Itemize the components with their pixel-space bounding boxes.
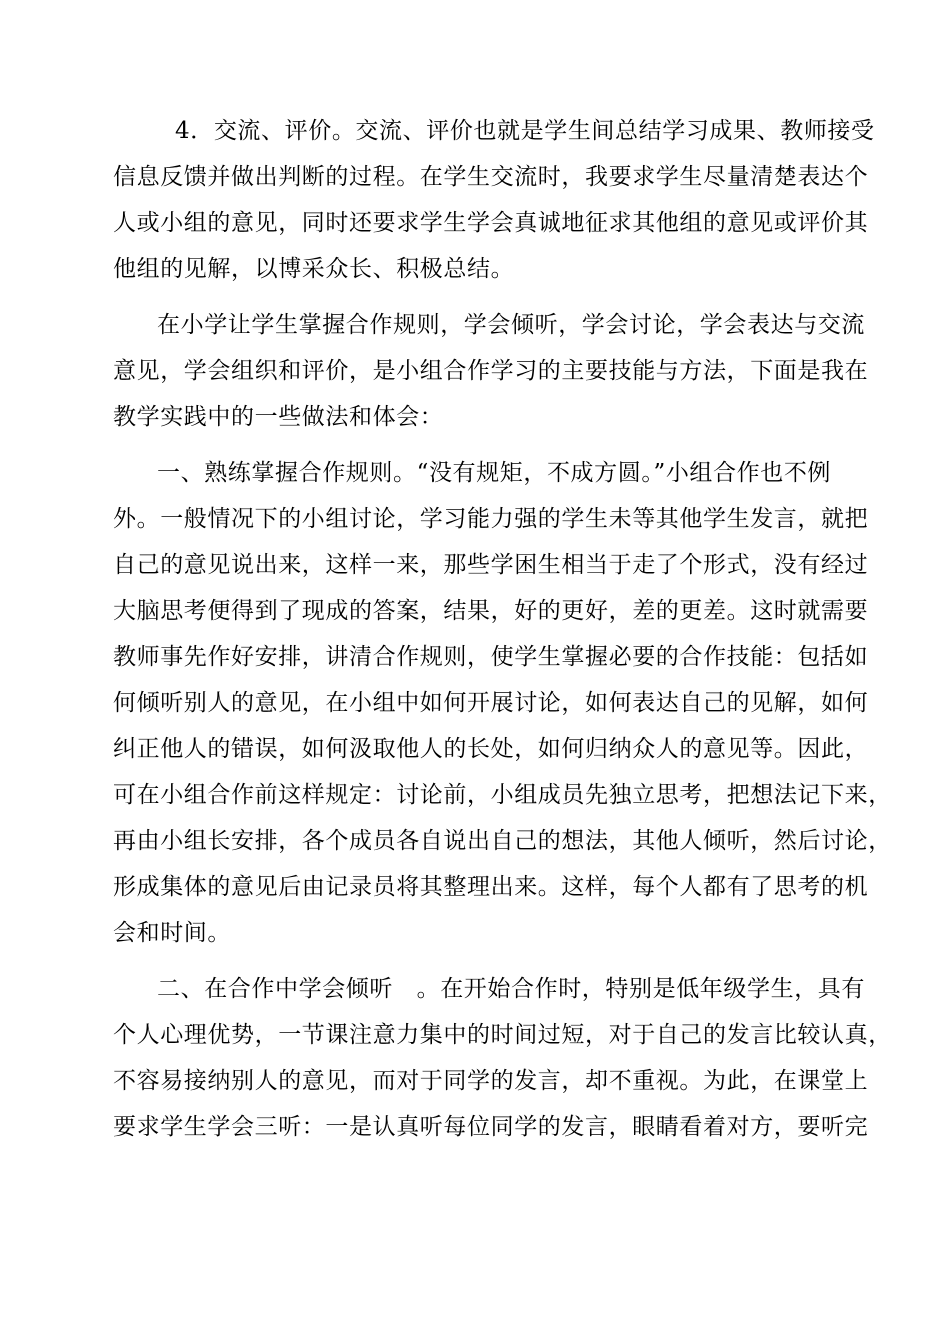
- text-line: 教学实践中的一些做法和体会：: [113, 404, 444, 430]
- text-line: 教师事先作好安排，讲清合作规则，使学生掌握必要的合作技能：包括如: [113, 644, 869, 670]
- text-line: 何倾听别人的意见，在小组中如何开展讨论，如何表达自己的见解，如何: [113, 690, 869, 716]
- text-line: 纠正他人的错误，如何汲取他人的长处，如何归纳众人的意见等。因此，: [113, 736, 869, 762]
- text-line: 要求学生学会三听：一是认真听每位同学的发言，眼睛看着对方，要听完: [113, 1114, 869, 1140]
- text-line: 形成集体的意见后由记录员将其整理出来。这样，每个人都有了思考的机: [113, 874, 869, 900]
- text-line: 4．交流、评价。交流、评价也就是学生间总结学习成果、教师接受: [175, 118, 875, 144]
- paragraph-intro: [113, 302, 869, 440]
- text-line: 一、熟练掌握合作规则。“没有规矩，不成方圆。”小组合作也不例: [157, 460, 832, 486]
- paragraph-section-two: [113, 966, 892, 1150]
- text-line: 自己的意见说出来，这样一来，那些学困生相当于走了个形式，没有经过: [113, 552, 869, 578]
- text-line: 大脑思考便得到了现成的答案，结果，好的更好，差的更差。这时就需要: [113, 598, 869, 624]
- text-line: 外。一般情况下的小组讨论，学习能力强的学生未等其他学生发言，就把: [113, 506, 869, 532]
- paragraph-section-one: [113, 450, 892, 956]
- text-line: 再由小组长安排，各个成员各自说出自己的想法，其他人倾听，然后讨论，: [113, 828, 892, 854]
- text-line: 个人心理优势，一节课注意力集中的时间过短，对于自己的发言比较认真，: [113, 1022, 892, 1048]
- paragraph-exchange-evaluation: [113, 108, 875, 292]
- text-line: 信息反馈并做出判断的过程。在学生交流时，我要求学生尽量清楚表达个: [113, 164, 869, 190]
- text-line: 会和时间。: [113, 920, 231, 946]
- text-line: 意见，学会组织和评价，是小组合作学习的主要技能与方法，下面是我在: [113, 358, 869, 384]
- text-line: 可在小组合作前这样规定：讨论前，小组成员先独立思考，把想法记下来，: [113, 782, 892, 808]
- text-line: 他组的见解，以博采众长、积极总结。: [113, 256, 515, 282]
- text-line: 在小学让学生掌握合作规则，学会倾听，学会讨论，学会表达与交流: [157, 312, 865, 338]
- text-line: 人或小组的意见，同时还要求学生学会真诚地征求其他组的意见或评价其: [113, 210, 869, 236]
- text-line: 不容易接纳别人的意见，而对于同学的发言，却不重视。为此，在课堂上: [113, 1068, 869, 1094]
- document-body: [113, 108, 892, 1160]
- text-line: 二、在合作中学会倾听 。在开始合作时，特别是低年级学生，具有: [157, 976, 865, 1002]
